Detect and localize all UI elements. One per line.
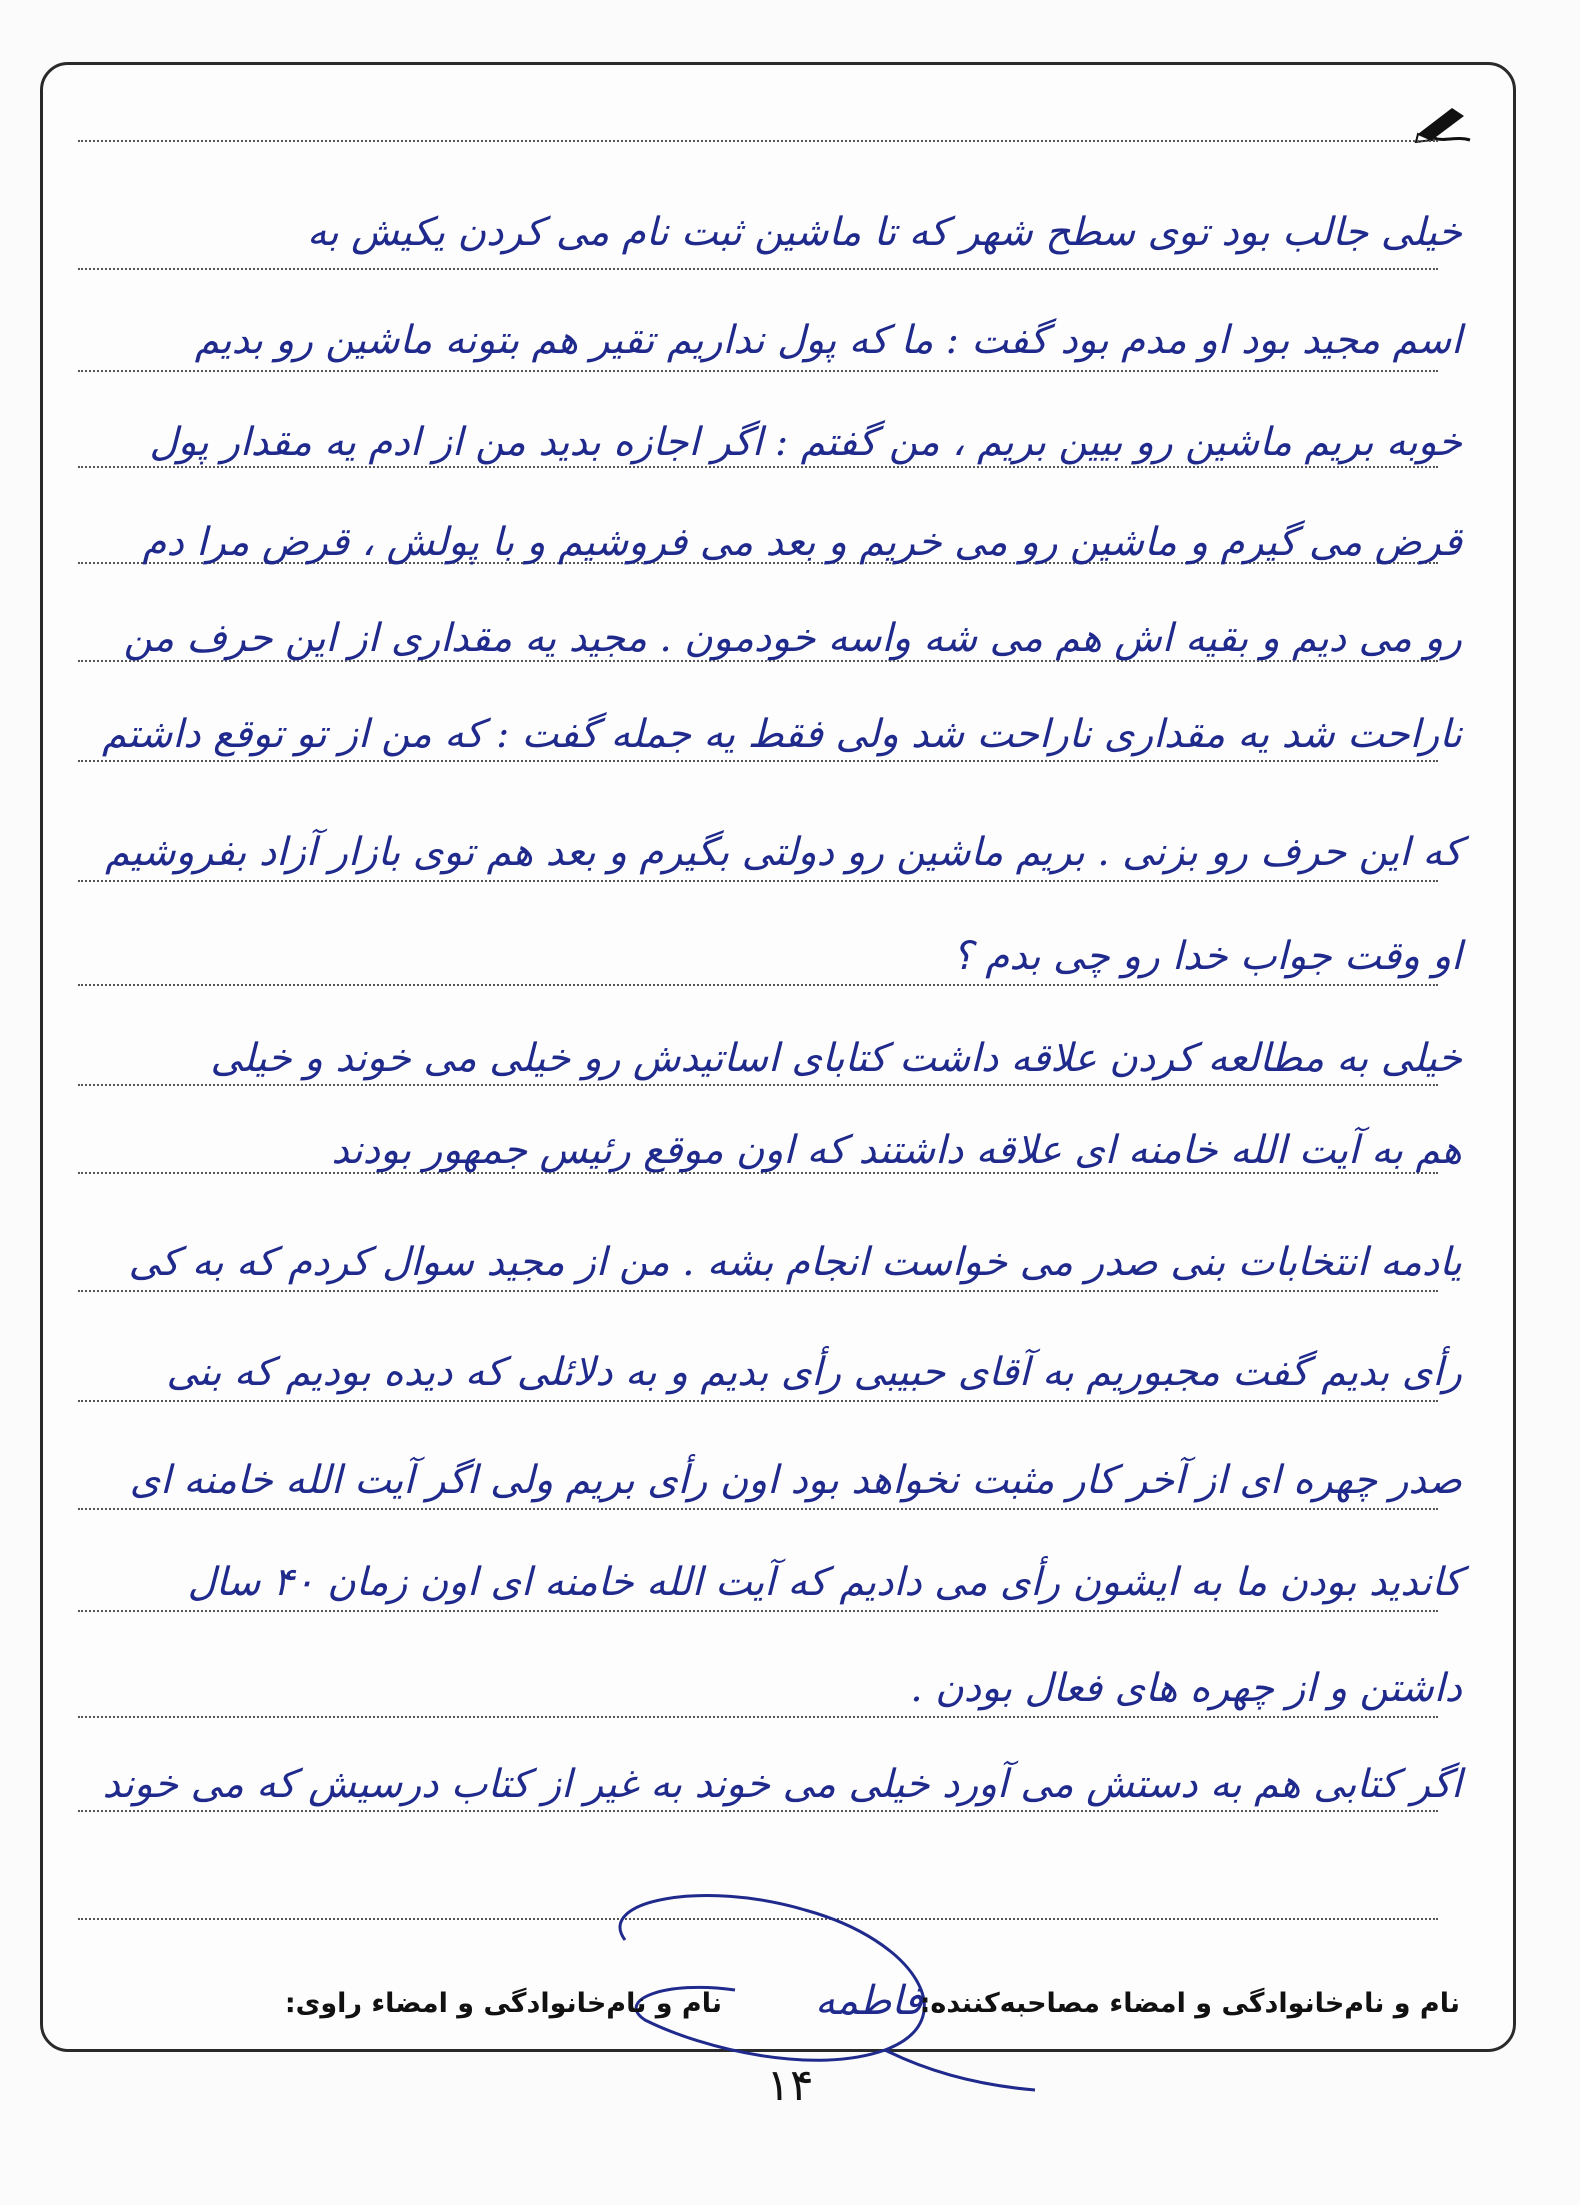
handwritten-line: داشتن و از چهره های فعال بودن . bbox=[910, 1666, 1462, 1711]
handwritten-line: خیلی جالب بود توی سطح شهر که تا ماشین ثبت نام می کردن یکیش به bbox=[307, 210, 1462, 255]
ruled-line bbox=[78, 466, 1438, 468]
handwritten-line: رو می دیم و بقیه اش هم می شه واسه خودمون . مجید یه مقداری از این حرف من bbox=[123, 616, 1462, 661]
ruled-line bbox=[78, 1508, 1438, 1510]
ruled-line bbox=[78, 140, 1438, 142]
handwritten-line: یادمه انتخابات بنی صدر می خواست انجام بشه . من از مجید سوال کردم که به کی bbox=[128, 1240, 1462, 1285]
ruled-line bbox=[78, 1084, 1438, 1086]
ruled-line bbox=[78, 268, 1438, 270]
ruled-line bbox=[78, 1610, 1438, 1612]
handwritten-line: اگر کتابی هم به دستش می آورد خیلی می خوند به غیر از کتاب درسیش که می خوند bbox=[102, 1762, 1462, 1807]
narrator-label: نام و نام‌خانوادگی و امضاء راوی: bbox=[284, 1988, 722, 2019]
handwritten-line: ناراحت شد یه مقداری ناراحت شد ولی فقط یه جمله گفت : که من از تو توقع داشتم bbox=[101, 712, 1462, 757]
ruled-line bbox=[78, 1810, 1438, 1812]
ruled-line bbox=[78, 1716, 1438, 1718]
ruled-line bbox=[78, 1290, 1438, 1292]
ruled-line bbox=[78, 880, 1438, 882]
handwritten-line: قرض می گیرم و ماشین رو می خریم و بعد می فروشیم و با پولش ، قرض مرا دم bbox=[142, 520, 1462, 565]
page-number: ۱۴ bbox=[766, 2060, 814, 2111]
handwritten-line: کاندید بودن ما به ایشون رأی می دادیم که آیت الله خامنه ای اون زمان ۴۰ سال bbox=[187, 1560, 1462, 1605]
ruled-line bbox=[78, 370, 1438, 372]
ruled-line bbox=[78, 984, 1438, 986]
handwritten-line: اسم مجید بود او مدم بود گفت : ما که پول نداریم تقیر هم بتونه ماشین رو بدیم bbox=[194, 318, 1462, 363]
ruled-line bbox=[78, 1400, 1438, 1402]
handwritten-line: هم به آیت الله خامنه ای علاقه داشتند که اون موقع رئیس جمهور بودند bbox=[331, 1128, 1462, 1173]
handwritten-line: خیلی به مطالعه کردن علاقه داشت کتابای اساتیدش رو خیلی می خوند و خیلی bbox=[210, 1036, 1462, 1081]
interviewer-signature: فاطمه bbox=[815, 1978, 923, 2024]
interviewer-label: نام و نام‌خانوادگی و امضاء مصاحبه‌کننده: bbox=[919, 1988, 1460, 2019]
handwritten-line: صدر چهره ای از آخر کار مثبت نخواهد بود اون رأی بریم ولی اگر آیت الله خامنه ای bbox=[129, 1458, 1462, 1503]
handwritten-line: رأی بدیم گفت مجبوریم به آقای حبیبی رأی بدیم و به دلائلی که دیده بودیم که بنی bbox=[166, 1350, 1462, 1395]
pen-writing-icon bbox=[1412, 100, 1474, 144]
handwritten-line: که این حرف رو بزنی . بریم ماشین رو دولتی بگیرم و بعد هم توی بازار آزاد بفروشیم bbox=[105, 830, 1462, 875]
handwritten-line: خوبه بریم ماشین رو بیین بریم ، من گفتم : اگر اجازه بدید من از ادم یه مقدار پول bbox=[149, 420, 1462, 465]
ruled-line bbox=[78, 760, 1438, 762]
handwritten-line: او وقت جواب خدا رو چی بدم ؟ bbox=[952, 934, 1462, 979]
